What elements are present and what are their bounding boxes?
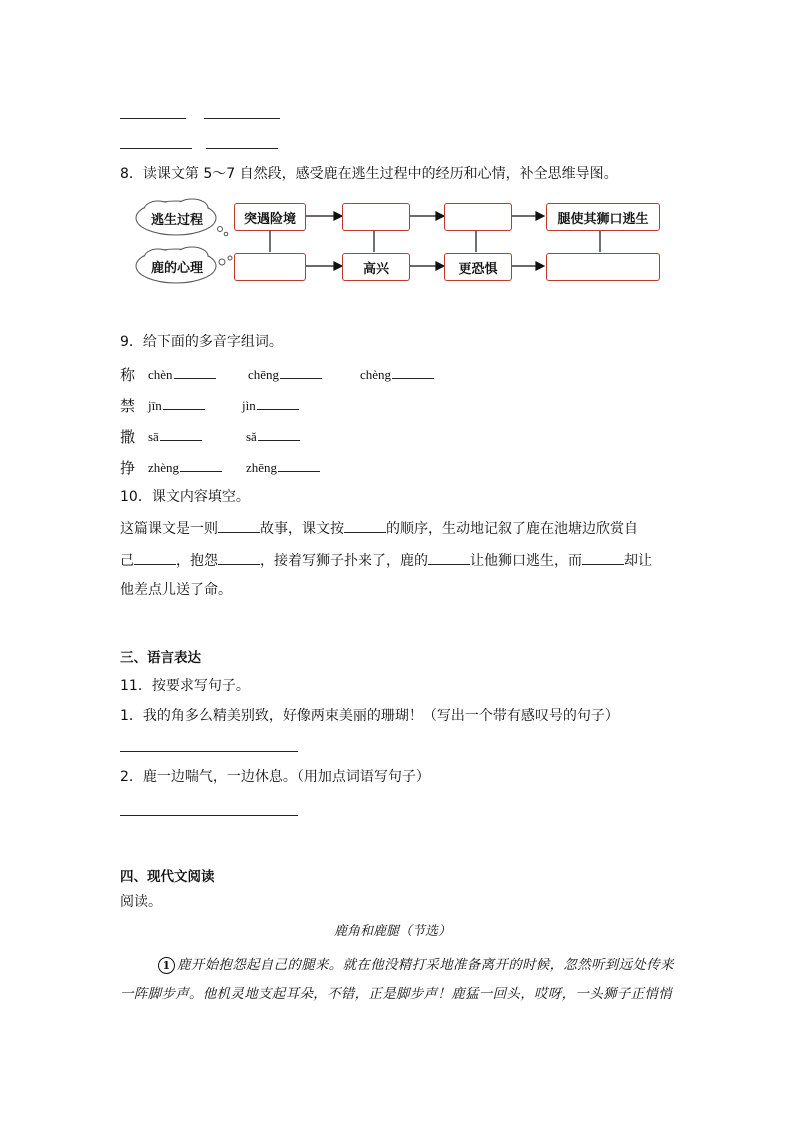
answer-blank[interactable] [206, 148, 278, 149]
text-segment: 的顺序，生动地记叙了鹿在池塘边欣赏自 [386, 521, 638, 537]
polyphone-row [120, 426, 520, 448]
passage-paragraph [120, 951, 676, 1009]
cloud-label-top: 逃生过程 [150, 212, 203, 228]
mind-map-box: 突遇险境 [234, 203, 306, 231]
fill-blank-line [120, 550, 652, 571]
passage-text: 鹿开始抱怨起自己的腿来。就在他没精打采地准备离开的时候，忽然听到远处传来 [177, 957, 674, 973]
polyphone-char: 禁 [120, 397, 136, 415]
reading-intro: 阅读。 [120, 894, 162, 910]
mind-map-box[interactable] [546, 253, 660, 281]
paragraph-number: 1 [158, 957, 175, 974]
answer-line[interactable] [120, 751, 298, 752]
mind-map-box: 高兴 [342, 253, 410, 281]
pinyin-label: jìn [242, 398, 256, 413]
fill-blank-line: 他差点儿送了命。 [120, 582, 232, 598]
polyphone-char: 撒 [120, 428, 136, 446]
polyphone-char: 挣 [120, 459, 136, 477]
mind-map-box: 更恐惧 [444, 253, 512, 281]
pinyin-label: zhèng [148, 460, 180, 475]
answer-line[interactable] [120, 815, 298, 816]
text-segment: 这篇课文是一则 [120, 521, 218, 537]
pinyin-label: chēng [248, 367, 280, 382]
passage-line [120, 951, 676, 980]
pinyin-label: sā [148, 429, 159, 444]
answer-blank[interactable] [280, 366, 322, 379]
text-segment: 却让 [624, 553, 652, 569]
fill-blank-line [120, 518, 638, 539]
pinyin-label: chèng [360, 367, 392, 382]
answer-blank[interactable] [218, 550, 260, 565]
text-segment: 让他狮口逃生，而 [470, 553, 582, 569]
text-segment: 己 [120, 553, 134, 569]
answer-blank[interactable] [120, 118, 186, 119]
answer-blank[interactable] [204, 118, 280, 119]
passage-text: 一阵脚步声。他机灵地支起耳朵，不错，正是脚步声！鹿猛一回头，哎呀，一头狮子正悄悄 [120, 986, 672, 1002]
answer-blank[interactable] [160, 428, 202, 441]
polyphone-row [120, 395, 520, 417]
answer-blank[interactable] [344, 518, 386, 533]
mind-map [130, 196, 670, 288]
question-9-text: 9．给下面的多音字组词。 [120, 334, 283, 350]
passage-line [120, 980, 676, 1009]
sentence-task-2: 2．鹿一边喘气，一边休息。（用加点词语写句子） [120, 769, 430, 785]
answer-blank[interactable] [163, 397, 205, 410]
section-heading: 三、语言表达 [120, 650, 201, 666]
answer-blank[interactable] [392, 366, 434, 379]
answer-blank[interactable] [134, 550, 176, 565]
mind-map-box[interactable] [444, 203, 512, 231]
polyphone-row [120, 457, 520, 479]
pinyin-label: sǎ [246, 429, 257, 444]
pinyin-label: zhēng [246, 460, 278, 475]
section-heading: 四、现代文阅读 [120, 869, 215, 885]
answer-blank[interactable] [278, 459, 320, 472]
answer-blank[interactable] [174, 366, 216, 379]
answer-blank[interactable] [218, 518, 260, 533]
answer-blank[interactable] [428, 550, 470, 565]
mind-map-box[interactable] [342, 203, 410, 231]
polyphone-char: 称 [120, 366, 136, 384]
passage-title: 鹿角和鹿腿（节选） [334, 924, 452, 939]
question-11-text: 11．按要求写句子。 [120, 678, 250, 694]
text-segment: ，接着写狮子扑来了，鹿的 [260, 553, 428, 569]
text-segment: 故事，课文按 [260, 521, 344, 537]
polyphone-row [120, 364, 520, 386]
sentence-task-1: 1．我的角多么精美别致，好像两束美丽的珊瑚！（写出一个带有感叹号的句子） [120, 708, 619, 724]
answer-blank[interactable] [257, 397, 299, 410]
answer-blank[interactable] [120, 148, 192, 149]
text-segment: ，抱怨 [176, 553, 218, 569]
question-8-text: 8．读课文第 5～7 自然段，感受鹿在逃生过程中的经历和心情，补全思维导图。 [120, 166, 618, 182]
cloud-label-bottom: 鹿的心理 [150, 260, 203, 276]
mind-map-box[interactable] [234, 253, 306, 281]
pinyin-label: chèn [148, 367, 173, 382]
pinyin-label: jīn [148, 398, 162, 413]
answer-blank[interactable] [180, 459, 222, 472]
question-10-text: 10．课文内容填空。 [120, 489, 250, 505]
answer-blank[interactable] [582, 550, 624, 565]
answer-blank[interactable] [258, 428, 300, 441]
mind-map-box: 腿使其狮口逃生 [546, 203, 660, 231]
